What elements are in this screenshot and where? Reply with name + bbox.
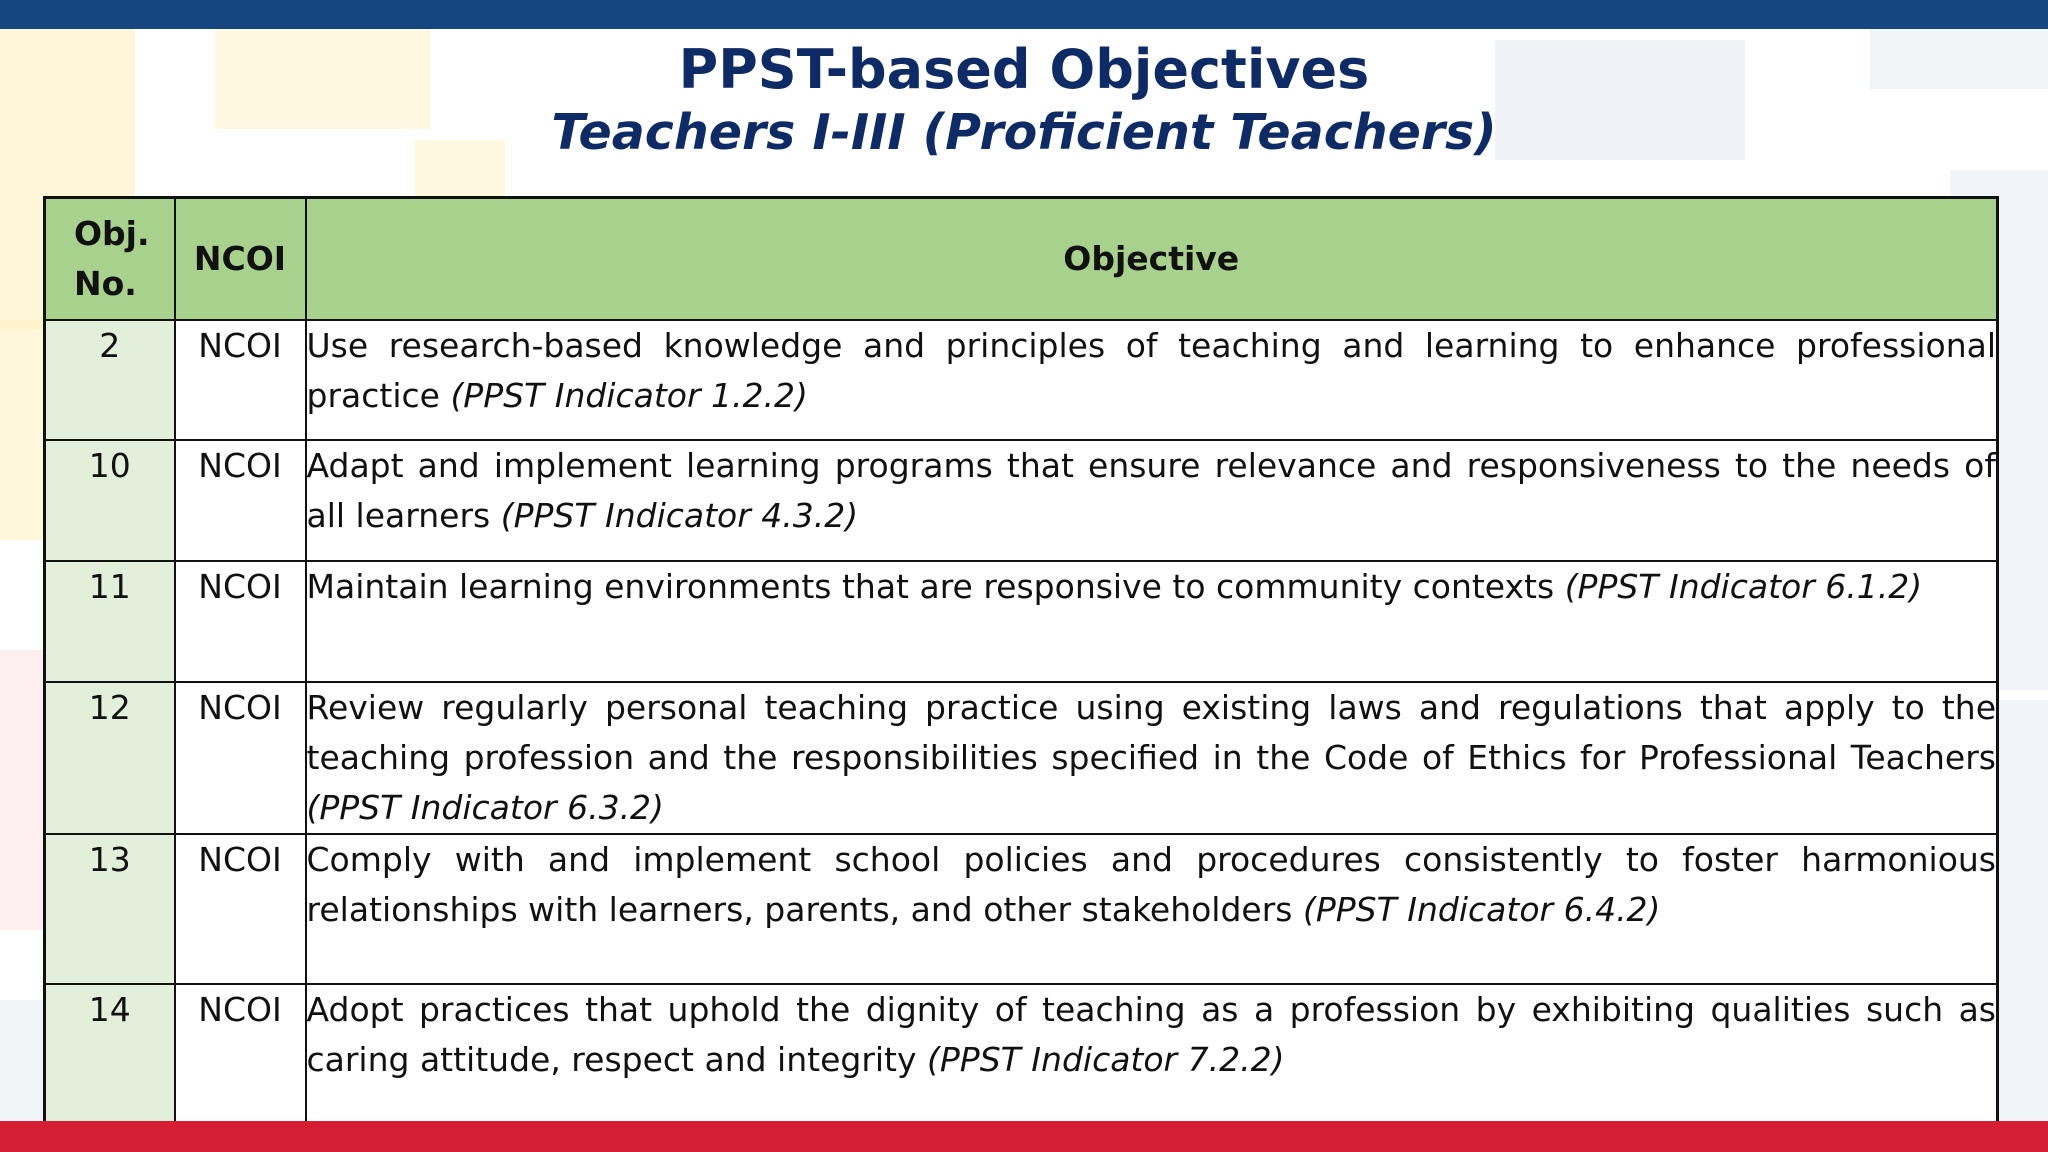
row-ncoi: NCOI	[175, 440, 306, 561]
objective-text: Use research-based knowledge and principles of teaching and learning to enhance professional practice	[306, 326, 1996, 415]
objective-indicator: (PPST Indicator 7.2.2)	[927, 1040, 1285, 1079]
top-accent-bar	[0, 0, 2048, 29]
row-obj-no: 13	[45, 834, 175, 984]
decorative-square	[0, 1000, 43, 1121]
header-ncoi: NCOI	[175, 198, 306, 321]
objective-indicator: (PPST Indicator 6.3.2)	[306, 788, 664, 827]
bottom-accent-bar	[0, 1121, 2048, 1152]
table-row	[45, 440, 1998, 561]
header-obj-no-line1: Obj.	[74, 214, 150, 253]
row-ncoi: NCOI	[175, 320, 306, 440]
decorative-square	[0, 320, 43, 540]
row-objective	[306, 561, 1998, 682]
objective-indicator: (PPST Indicator 6.4.2)	[1303, 890, 1661, 929]
table-row	[45, 834, 1998, 984]
row-objective	[306, 440, 1998, 561]
objective-indicator: (PPST Indicator 6.1.2)	[1564, 567, 1923, 606]
table-row	[45, 682, 1998, 834]
row-obj-no: 12	[45, 682, 175, 834]
row-objective	[306, 320, 1998, 440]
decorative-square	[0, 650, 43, 930]
table-row	[45, 320, 1998, 440]
objective-text: Adapt and implement learning programs that ensure relevance and responsiveness to the needs of all learners	[306, 446, 1996, 535]
objective-text: Review regularly personal teaching practice using existing laws and regulations that apply to the teaching profession and the responsibilities specified in the Code of Ethics for Professional Teachers	[306, 688, 1996, 777]
row-obj-no: 11	[45, 561, 175, 682]
page-subtitle: Teachers I-III (Proficient Teachers)	[551, 104, 1497, 161]
page-title: PPST-based Objectives	[678, 38, 1370, 101]
row-ncoi: NCOI	[175, 561, 306, 682]
objective-indicator: (PPST Indicator 1.2.2)	[450, 376, 808, 415]
decorative-square	[1996, 700, 2048, 1121]
row-ncoi: NCOI	[175, 682, 306, 834]
objectives-table	[43, 196, 1999, 1136]
header-obj-no	[45, 198, 175, 321]
table-row	[45, 984, 1998, 1134]
row-objective	[306, 682, 1998, 834]
header-objective: Objective	[306, 198, 1998, 321]
row-obj-no: 2	[45, 320, 175, 440]
row-ncoi: NCOI	[175, 834, 306, 984]
objective-indicator: (PPST Indicator 4.3.2)	[500, 496, 859, 535]
objective-text: Maintain learning environments that are responsive to community contexts	[306, 567, 1555, 606]
header-obj-no-line2: No.	[74, 264, 137, 303]
row-obj-no: 14	[45, 984, 175, 1134]
row-objective	[306, 984, 1998, 1134]
row-ncoi: NCOI	[175, 984, 306, 1134]
row-obj-no: 10	[45, 440, 175, 561]
objective-text: Comply with and implement school policies and procedures consistently to foster harmonious relationships with learners, parents, and other stakeholders	[306, 840, 1996, 929]
objective-text: Adopt practices that uphold the dignity of teaching as a profession by exhibiting qualities such as caring attitude, respect and integrity	[306, 990, 1996, 1079]
table-header-row	[45, 198, 1998, 321]
row-objective	[306, 834, 1998, 984]
table-row	[45, 561, 1998, 682]
